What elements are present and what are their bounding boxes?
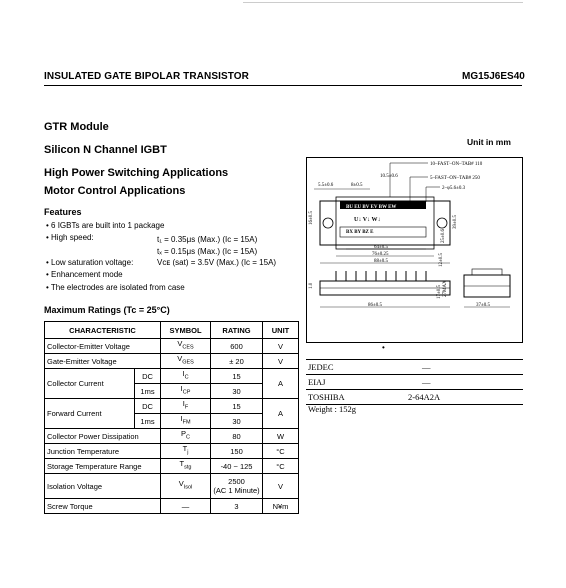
cell-unit: V (263, 354, 299, 369)
cell-name: Forward Current (45, 399, 135, 429)
feature-item: • The electrodes are isolated from case (46, 282, 185, 293)
cell-rating: 600 (211, 339, 263, 354)
dimension-label: 88±0.5 (374, 259, 388, 264)
cell-rating: 30 (211, 384, 263, 399)
cell-symbol: $P_C$ (161, 429, 211, 444)
pin-labels-mid: U↓ V↓ W↓ (354, 217, 381, 223)
cell-symbol: $I_{CP}$ (161, 384, 211, 399)
dimension-label: 76±0.25 (372, 252, 389, 257)
table-row (45, 369, 299, 384)
product-type: GTR Module (44, 121, 109, 133)
application-1: High Power Switching Applications (44, 167, 229, 179)
document-title: INSULATED GATE BIPOLAR TRANSISTOR (44, 71, 249, 82)
cell-rating: 3 (211, 499, 263, 514)
dimension-label: 27MAX (443, 280, 448, 297)
standard-value: 2-64A2A (404, 390, 523, 405)
cell-symbol: $T_{stg}$ (161, 459, 211, 474)
dimension-label: 86±0.5 (368, 303, 382, 308)
ratings-table (44, 321, 299, 514)
standard-label: EIAJ (306, 375, 404, 390)
cell-condition: 1ms (135, 414, 161, 429)
dimension-label: 17±0.5 (437, 285, 442, 299)
cell-rating: 2500 (AC 1 Minute) (211, 474, 263, 499)
dimension-label: 1.0 (309, 282, 314, 289)
cell-symbol: $I_F$ (161, 399, 211, 414)
package-outline-drawing (306, 157, 523, 343)
header-divider (44, 85, 522, 86)
pin-labels-bottom: BX BY BZ E (346, 230, 374, 235)
table-row (45, 354, 299, 369)
cell-symbol: $I_C$ (161, 369, 211, 384)
cell-symbol: $I_{FM}$ (161, 414, 211, 429)
table-row (45, 444, 299, 459)
tab-label: 5–FAST–ON–TAB# 250 (430, 176, 480, 181)
table-row (45, 499, 299, 514)
cell-symbol: $T_j$ (161, 444, 211, 459)
dimension-label: 12±0.5 (439, 253, 444, 267)
feature-value: t₁ = 0.35μs (Max.) (Iᴄ = 15A) (157, 235, 258, 244)
cell-rating: 15 (211, 399, 263, 414)
cell-rating: -40 ~ 125 (211, 459, 263, 474)
dimension-label: 8±0.5 (351, 183, 363, 188)
cell-rating: 30 (211, 414, 263, 429)
standard-value: — (404, 360, 523, 375)
dimension-label: 5.5±0.6 (318, 183, 334, 188)
table-row (306, 390, 523, 405)
feature-item: • Low saturation voltage: (46, 257, 133, 268)
table-header-row (45, 322, 299, 339)
table-row (45, 474, 299, 499)
feature-item: • High speed: (46, 232, 94, 243)
cell-rating: 15 (211, 369, 263, 384)
table-row (45, 459, 299, 474)
cell-unit: °C (263, 459, 299, 474)
cell-symbol: — (161, 499, 211, 514)
cell-condition: DC (135, 399, 161, 414)
col-header-symbol: SYMBOL (161, 322, 211, 339)
tab-label: 10–FAST–ON–TAB# 110 (430, 162, 483, 167)
application-2: Motor Control Applications (44, 185, 186, 197)
table-row (45, 339, 299, 354)
cell-name: Collector Current (45, 369, 135, 399)
cell-unit: A (263, 399, 299, 429)
standard-value: — (404, 375, 523, 390)
cell-name: Storage Temperature Range (45, 459, 161, 474)
table-row (45, 429, 299, 444)
cell-condition: DC (135, 369, 161, 384)
col-header-rating: RATING (211, 322, 263, 339)
feature-item: • 6 IGBTs are built into 1 package (46, 220, 164, 231)
cell-rating: 80 (211, 429, 263, 444)
cell-symbol: $V_{CES}$ (161, 339, 211, 354)
dimension-label: 25±0.6 (441, 229, 446, 243)
cell-symbol: $V_{GES}$ (161, 354, 211, 369)
table-row (306, 360, 523, 375)
ratings-heading: Maximum Ratings (Tc = 25°C) (44, 305, 170, 315)
top-rule (243, 2, 523, 3)
cell-rating: 150 (211, 444, 263, 459)
standard-label: TOSHIBA (306, 390, 404, 405)
part-number: MG15J6ES40 (462, 71, 525, 82)
col-header-characteristic: CHARACTERISTIC (45, 322, 161, 339)
cell-symbol: $V_{Isol}$ (161, 474, 211, 499)
unit-note: Unit in mm (467, 137, 511, 147)
cell-unit: N¥m (263, 499, 299, 514)
dimension-label: 16±0.5 (309, 211, 314, 225)
product-description: Silicon N Channel IGBT (44, 144, 167, 156)
table-row (45, 399, 299, 414)
feature-value: Vᴄᴇ (sat) = 3.5V (Max.) (Iᴄ = 15A) (157, 258, 277, 267)
cell-rating: ± 20 (211, 354, 263, 369)
dimension-label: 39±0.5 (453, 215, 458, 229)
cell-unit: A (263, 369, 299, 399)
cell-unit: V (263, 474, 299, 499)
standard-label: JEDEC (306, 360, 404, 375)
feature-value: tₓ = 0.15μs (Max.) (Iᴄ = 15A) (157, 247, 258, 256)
features-heading: Features (44, 207, 82, 217)
cell-unit: V (263, 339, 299, 354)
col-header-unit: UNIT (263, 322, 299, 339)
dimension-label: 10.5±0.6 (380, 174, 398, 179)
dimension-label: 64±0.5 (374, 245, 388, 250)
cell-unit: °C (263, 444, 299, 459)
cell-name: Collector-Emitter Voltage (45, 339, 161, 354)
cell-name: Screw Torque (45, 499, 161, 514)
cell-unit: W (263, 429, 299, 444)
cell-name: Isolation Voltage (45, 474, 161, 499)
pin-labels-top: BU EU BV EV BW EW (346, 205, 397, 210)
cell-condition: 1ms (135, 384, 161, 399)
cell-name: Junction Temperature (45, 444, 161, 459)
cell-name: Gate-Emitter Voltage (45, 354, 161, 369)
package-weight: Weight : 152g (308, 404, 356, 414)
package-standards-table (306, 359, 523, 405)
small-dot: • (382, 343, 385, 352)
dimension-label: 37±0.5 (476, 303, 490, 308)
feature-item: • Enhancement mode (46, 269, 123, 280)
cell-name: Collector Power Dissipation (45, 429, 161, 444)
tab-label: 2–φ5.6±0.3 (442, 186, 466, 191)
table-row (306, 375, 523, 390)
